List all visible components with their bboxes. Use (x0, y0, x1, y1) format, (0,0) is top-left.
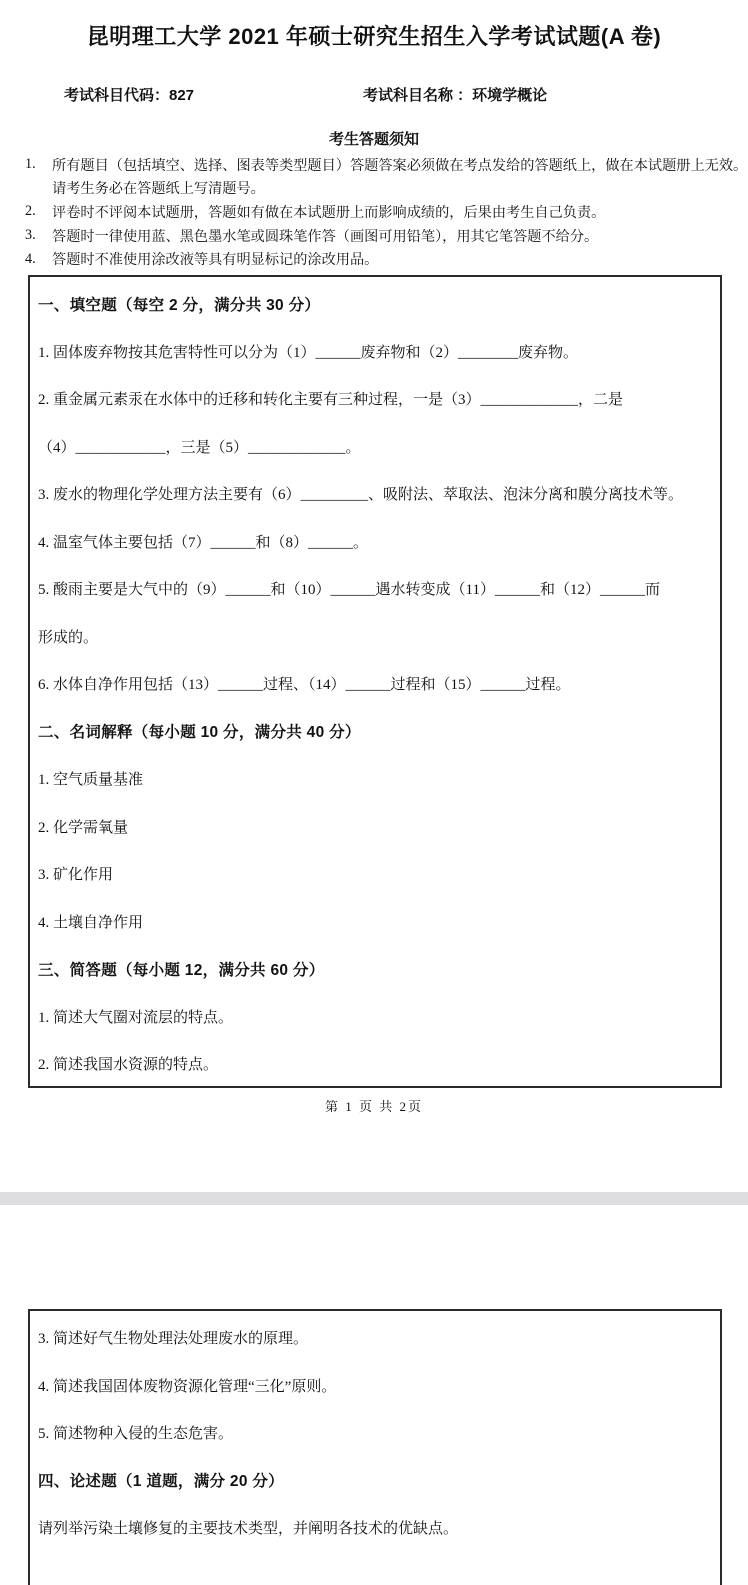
notice-item-number: 4. (25, 250, 36, 267)
question-line: 1. 固体废弃物按其危害特性可以分为（1）______废弃物和（2）________废弃物。 (38, 344, 579, 361)
notice-item-text: 所有题目（包括填空、选择、图表等类型题目）答题答案必须做在考点发给的答题纸上，做在本试题册上无效。 (52, 157, 748, 174)
question-line: 2. 简述我国水资源的特点。 (38, 1057, 219, 1074)
notice-item-text: 请考生务必在答题纸上写清题号。 (52, 181, 265, 198)
question-line: 4. 简述我国固体废物资源化管理“三化”原则。 (38, 1378, 337, 1395)
question-line: 请列举污染土壤修复的主要技术类型，并阐明各技术的优缺点。 (38, 1521, 459, 1538)
subject-name-label: 考试科目名称 ：环境学概论 (363, 87, 548, 104)
notice-item-text: 答题时一律使用蓝、黑色墨水笔或圆珠笔作答（画图可用铅笔），用其它笔答题不给分。 (52, 228, 599, 245)
question-line: 1. 空气质量基准 (38, 772, 144, 789)
notice-item (25, 224, 745, 248)
notice-item (25, 200, 745, 224)
question-line: 3. 简述好气生物处理法处理废水的原理。 (38, 1331, 309, 1348)
notice-item-continuation (25, 177, 745, 201)
page-footer: 第 1 页 共 2页 (324, 1099, 423, 1114)
page-title: 昆明理工大学 2021 年硕士研究生招生入学考试试题(A 卷) (86, 24, 662, 49)
question-line: 5. 酸雨主要是大气中的（9）______和（10）______遇水转变成（11）______和（12）______而 (38, 582, 660, 599)
question-line-continuation: 形成的。 (38, 629, 99, 646)
question-line: 2. 化学需氧量 (38, 819, 129, 836)
question-box-page2 (28, 1309, 722, 1585)
notice-list (25, 153, 748, 271)
section-heading-essay: 四、论述题（1 道题，满分 20 分） (38, 1473, 284, 1491)
question-line-continuation: （4）____________，三是（5）_____________。 (38, 439, 361, 456)
section-heading-fill-blank: 一、填空题（每空 2 分，满分共 30 分） (38, 296, 321, 314)
question-line: 3. 废水的物理化学处理方法主要有（6）_________、吸附法、萃取法、泡沫分离和膜分离技术等。 (38, 487, 684, 504)
question-line: 5. 简述物种入侵的生态危害。 (38, 1426, 234, 1443)
notice-item (25, 153, 748, 177)
subject-code-label: 考试科目代码：827 (64, 87, 195, 104)
notice-item-text: 答题时不准使用涂改液等具有明显标记的涂改用品。 (52, 252, 379, 269)
section-heading-terms: 二、名词解释（每小题 10 分，满分共 40 分） (38, 724, 361, 742)
notice-item-number: 3. (25, 227, 36, 244)
question-line: 1. 简述大气圈对流层的特点。 (38, 1009, 234, 1026)
page-separator (0, 1192, 748, 1205)
notice-item-number: 2. (25, 203, 36, 220)
question-line: 4. 土壤自净作用 (38, 914, 144, 931)
notice-item-number: 1. (25, 156, 36, 173)
notice-item (25, 247, 745, 271)
question-line: 2. 重金属元素汞在水体中的迁移和转化主要有三种过程，一是（3）_____________，二是 (38, 392, 624, 409)
notice-heading: 考生答题须知 (328, 131, 419, 148)
notice-item-text: 评卷时不评阅本试题册，答题如有做在本试题册上而影响成绩的，后果由考生自己负责。 (52, 204, 606, 221)
subject-row (0, 84, 748, 104)
section-heading-short-answer: 三、简答题（每小题 12，满分共 60 分） (38, 961, 325, 979)
question-line: 6. 水体自净作用包括（13）______过程、（14）______过程和（15）______过程。 (38, 677, 571, 694)
question-line: 3. 矿化作用 (38, 867, 114, 884)
question-line: 4. 温室气体主要包括（7）______和（8）______。 (38, 534, 369, 551)
question-box-page1 (28, 275, 722, 1088)
